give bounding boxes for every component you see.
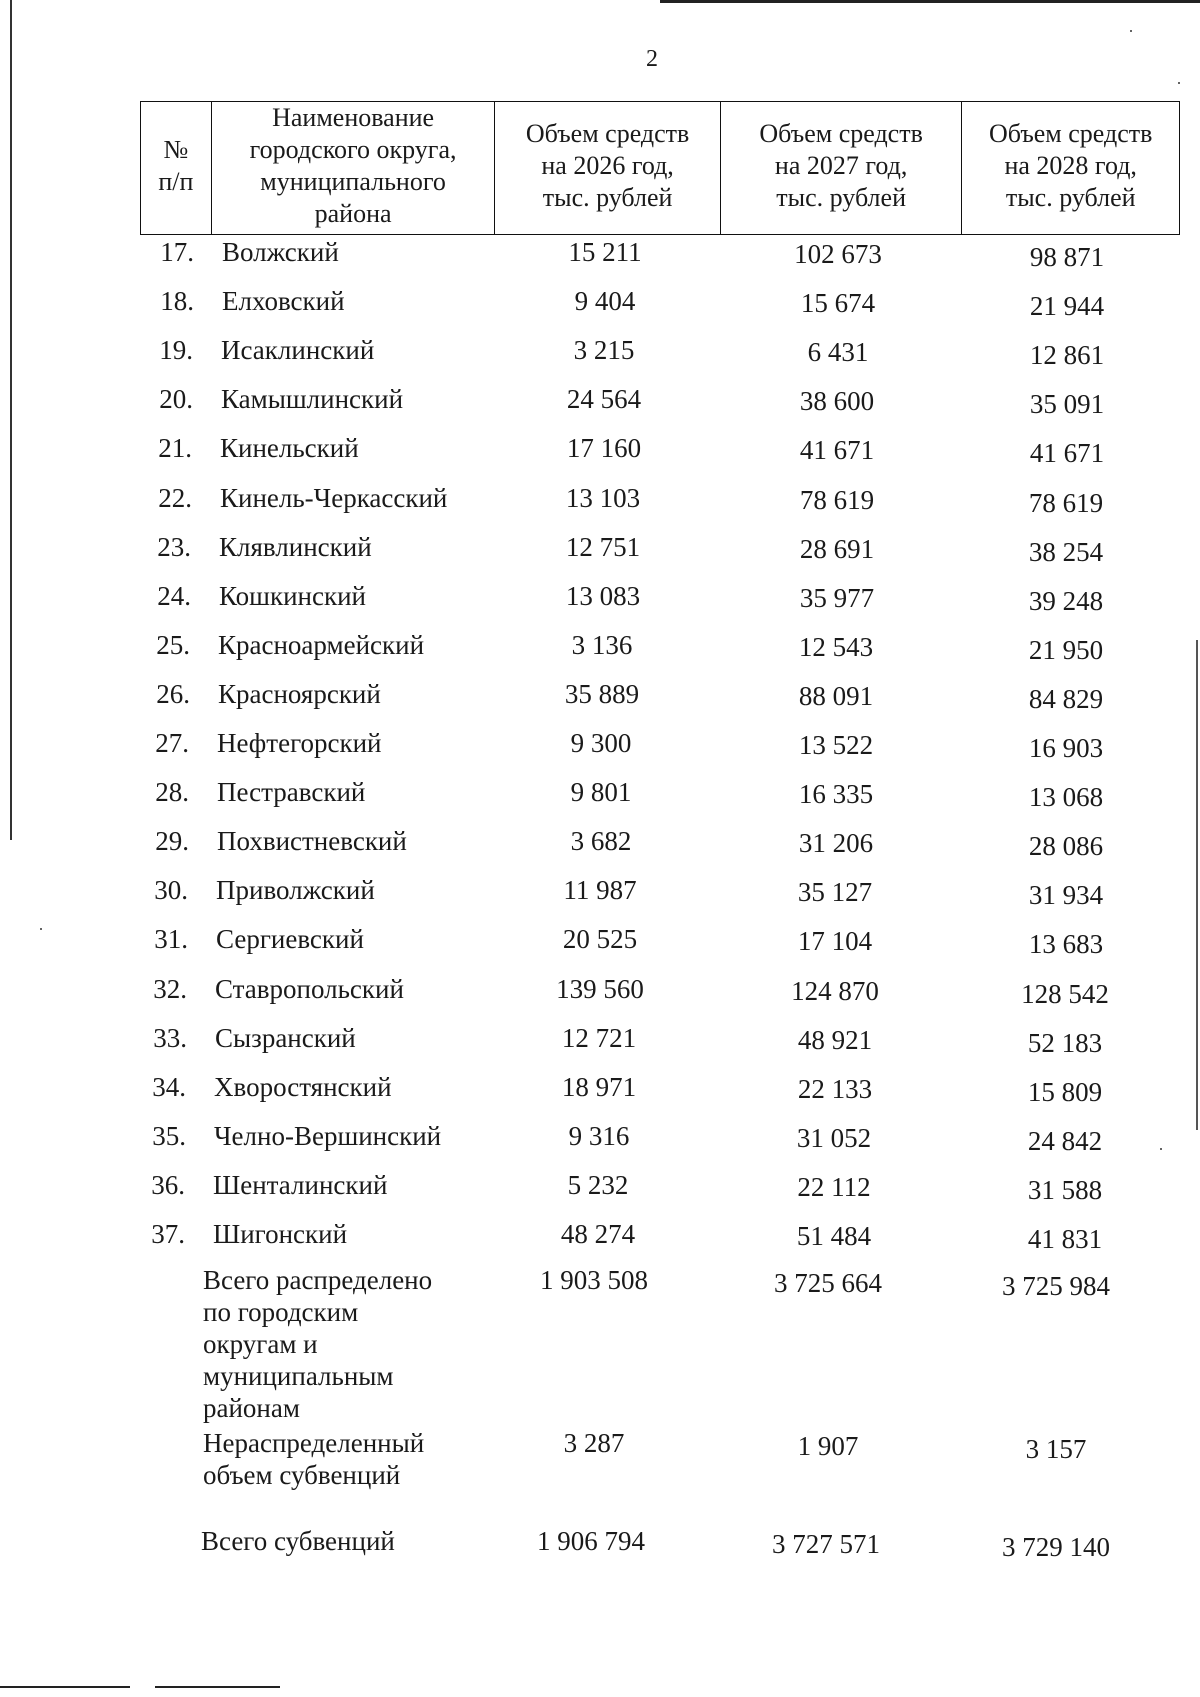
row-value-2027: 16 335 bbox=[798, 779, 874, 809]
row-value-2028: 13 068 bbox=[1028, 782, 1104, 812]
header-name: Наименование городского округа, муниципального района bbox=[212, 102, 495, 234]
row-name: Хворостянский bbox=[214, 1072, 392, 1102]
row-value-2028: 31 934 bbox=[1028, 880, 1104, 910]
row-value-2026: 18 971 bbox=[561, 1072, 637, 1102]
row-value-2026: 20 525 bbox=[562, 924, 638, 954]
row-value-2028: 28 086 bbox=[1028, 831, 1104, 861]
row-value-2028: 52 183 bbox=[1027, 1028, 1103, 1058]
undistributed-2026: 3 287 bbox=[563, 1428, 625, 1458]
row-value-2028: 78 619 bbox=[1028, 488, 1104, 518]
row-name: Ставропольский bbox=[215, 974, 404, 1004]
row-number: 26. bbox=[156, 679, 190, 709]
row-value-2028: 21 944 bbox=[1029, 291, 1105, 321]
table-row bbox=[0, 772, 1200, 812]
row-value-2027: 31 206 bbox=[798, 828, 874, 858]
row-value-2028: 98 871 bbox=[1029, 242, 1105, 272]
row-value-2027: 28 691 bbox=[799, 534, 875, 564]
table-row bbox=[0, 870, 1200, 910]
row-value-2026: 9 316 bbox=[568, 1121, 630, 1151]
header-2026: Объем средств на 2026 год, тыс. рублей bbox=[495, 102, 721, 234]
row-value-2027: 17 104 bbox=[797, 926, 873, 956]
table-row bbox=[0, 478, 1200, 518]
row-value-2027: 35 977 bbox=[799, 583, 875, 613]
table-row bbox=[0, 428, 1200, 468]
row-value-2028: 41 671 bbox=[1029, 438, 1105, 468]
row-value-2027: 31 052 bbox=[796, 1123, 872, 1153]
scan-speck bbox=[1130, 30, 1132, 32]
row-number: 34. bbox=[152, 1072, 186, 1102]
row-value-2027: 78 619 bbox=[799, 485, 875, 515]
row-value-2026: 9 300 bbox=[570, 728, 632, 758]
row-number: 29. bbox=[155, 826, 189, 856]
row-value-2026: 17 160 bbox=[566, 433, 642, 463]
page-number: 2 bbox=[646, 46, 658, 72]
row-value-2026: 12 721 bbox=[561, 1023, 637, 1053]
table-row bbox=[0, 330, 1200, 370]
row-value-2026: 13 103 bbox=[565, 483, 641, 513]
row-name: Челно-Вершинский bbox=[214, 1121, 442, 1151]
row-name: Сергиевский bbox=[216, 924, 364, 954]
row-value-2027: 38 600 bbox=[799, 386, 875, 416]
total-subventions-2028: 3 729 140 bbox=[1002, 1532, 1110, 1562]
row-number: 25. bbox=[156, 630, 190, 660]
total-distributed-2026: 1 903 508 bbox=[540, 1265, 648, 1295]
table-row bbox=[0, 1116, 1200, 1156]
table-row bbox=[0, 379, 1200, 419]
row-value-2027: 35 127 bbox=[797, 877, 873, 907]
row-number: 30. bbox=[154, 875, 188, 905]
row-value-2026: 12 751 bbox=[565, 532, 641, 562]
row-number: 18. bbox=[160, 286, 194, 316]
row-value-2028: 128 542 bbox=[1021, 979, 1109, 1009]
row-value-2028: 31 588 bbox=[1027, 1175, 1103, 1205]
row-number: 24. bbox=[157, 581, 191, 611]
header-2027: Объем средств на 2027 год, тыс. рублей bbox=[721, 102, 963, 234]
row-value-2028: 39 248 bbox=[1028, 586, 1104, 616]
row-number: 33. bbox=[153, 1023, 187, 1053]
total-subventions-2027: 3 727 571 bbox=[772, 1529, 880, 1559]
table-row bbox=[0, 232, 1200, 272]
total-distributed-label: Всего распределено по городским округам и муниципальным районам bbox=[203, 1265, 433, 1423]
row-name: Нефтегорский bbox=[217, 728, 382, 758]
row-name: Пестравский bbox=[217, 777, 366, 807]
row-value-2027: 41 671 bbox=[799, 435, 875, 465]
row-name: Шигонский bbox=[213, 1219, 348, 1249]
header-2028: Объем средств на 2028 год, тыс. рублей bbox=[988, 119, 1153, 212]
table-row bbox=[0, 1165, 1200, 1205]
table-row bbox=[0, 821, 1200, 861]
row-name: Камышлинский bbox=[221, 384, 404, 414]
row-number: 21. bbox=[158, 433, 192, 463]
table-row bbox=[0, 723, 1200, 763]
row-value-2026: 48 274 bbox=[560, 1219, 636, 1249]
row-name: Кошкинский bbox=[219, 581, 366, 611]
row-name: Сызранский bbox=[215, 1023, 356, 1053]
row-value-2026: 3 136 bbox=[571, 630, 633, 660]
row-number: 22. bbox=[158, 483, 192, 513]
row-value-2028: 84 829 bbox=[1028, 684, 1104, 714]
row-number: 32. bbox=[153, 974, 187, 1004]
row-number: 35. bbox=[152, 1121, 186, 1151]
scan-edge-bottom bbox=[0, 1686, 280, 1688]
row-value-2027: 22 133 bbox=[797, 1074, 873, 1104]
table-row bbox=[0, 919, 1200, 959]
total-subventions-2026: 1 906 794 bbox=[537, 1526, 645, 1556]
row-name: Елховский bbox=[222, 286, 345, 316]
scan-edge-left bbox=[10, 0, 12, 840]
row-value-2027: 48 921 bbox=[797, 1025, 873, 1055]
scan-speck bbox=[1178, 82, 1180, 84]
total-distributed-2027: 3 725 664 bbox=[774, 1268, 882, 1298]
row-value-2028: 41 831 bbox=[1027, 1224, 1103, 1254]
total-subventions-label: Всего субвенций bbox=[201, 1526, 395, 1556]
row-number: 37. bbox=[151, 1219, 185, 1249]
table-row bbox=[0, 1018, 1200, 1058]
row-name: Клявлинский bbox=[219, 532, 372, 562]
row-name: Волжский bbox=[222, 237, 339, 267]
row-value-2027: 22 112 bbox=[797, 1172, 871, 1202]
row-value-2026: 13 083 bbox=[565, 581, 641, 611]
row-number: 19. bbox=[159, 335, 193, 365]
row-value-2027: 124 870 bbox=[791, 976, 879, 1006]
row-number: 20. bbox=[159, 384, 193, 414]
row-name: Приволжский bbox=[216, 875, 375, 905]
table-row bbox=[0, 281, 1200, 321]
row-value-2027: 15 674 bbox=[800, 288, 876, 318]
table-header bbox=[140, 101, 1180, 235]
row-value-2027: 102 673 bbox=[794, 239, 882, 269]
row-number: 31. bbox=[154, 924, 188, 954]
row-value-2028: 12 861 bbox=[1029, 340, 1105, 370]
row-value-2026: 9 801 bbox=[570, 777, 632, 807]
table-row bbox=[0, 576, 1200, 616]
table-row bbox=[0, 969, 1200, 1009]
row-value-2026: 5 232 bbox=[567, 1170, 629, 1200]
scan-edge-top bbox=[660, 0, 1200, 3]
row-value-2028: 24 842 bbox=[1027, 1126, 1103, 1156]
row-value-2027: 51 484 bbox=[796, 1221, 872, 1251]
undistributed-2027: 1 907 bbox=[797, 1431, 859, 1461]
row-value-2026: 11 987 bbox=[563, 875, 637, 905]
row-name: Похвистневский bbox=[217, 826, 407, 856]
row-value-2026: 15 211 bbox=[568, 237, 642, 267]
row-name: Красноармейский bbox=[218, 630, 425, 660]
row-name: Кинель-Черкасский bbox=[220, 483, 448, 513]
total-distributed-2028: 3 725 984 bbox=[1002, 1271, 1110, 1301]
row-number: 27. bbox=[155, 728, 189, 758]
row-value-2026: 3 215 bbox=[573, 335, 635, 365]
undistributed-label: Нераспределенный объем субвенций bbox=[203, 1428, 425, 1490]
row-name: Красноярский bbox=[218, 679, 381, 709]
row-value-2028: 35 091 bbox=[1029, 389, 1105, 419]
row-name: Шенталинский bbox=[213, 1170, 388, 1200]
row-number: 23. bbox=[157, 532, 191, 562]
row-value-2026: 3 682 bbox=[570, 826, 632, 856]
table-row bbox=[0, 674, 1200, 714]
row-value-2026: 24 564 bbox=[566, 384, 642, 414]
header-number: № п/п bbox=[141, 102, 212, 234]
row-value-2028: 16 903 bbox=[1028, 733, 1104, 763]
row-value-2028: 13 683 bbox=[1028, 929, 1104, 959]
row-value-2027: 12 543 bbox=[798, 632, 874, 662]
row-value-2027: 13 522 bbox=[798, 730, 874, 760]
row-value-2028: 38 254 bbox=[1028, 537, 1104, 567]
row-value-2026: 9 404 bbox=[574, 286, 636, 316]
row-number: 28. bbox=[155, 777, 189, 807]
row-value-2028: 15 809 bbox=[1027, 1077, 1103, 1107]
table-row bbox=[0, 527, 1200, 567]
row-value-2027: 88 091 bbox=[798, 681, 874, 711]
row-value-2028: 21 950 bbox=[1028, 635, 1104, 665]
row-value-2026: 35 889 bbox=[564, 679, 640, 709]
row-value-2026: 139 560 bbox=[556, 974, 644, 1004]
row-number: 17. bbox=[160, 237, 194, 267]
row-value-2027: 6 431 bbox=[807, 337, 869, 367]
row-name: Исаклинский bbox=[221, 335, 375, 365]
table-row bbox=[0, 1067, 1200, 1107]
undistributed-2028: 3 157 bbox=[1025, 1434, 1087, 1464]
table-row bbox=[0, 625, 1200, 665]
row-name: Кинельский bbox=[220, 433, 359, 463]
row-number: 36. bbox=[151, 1170, 185, 1200]
table-row bbox=[0, 1214, 1200, 1254]
